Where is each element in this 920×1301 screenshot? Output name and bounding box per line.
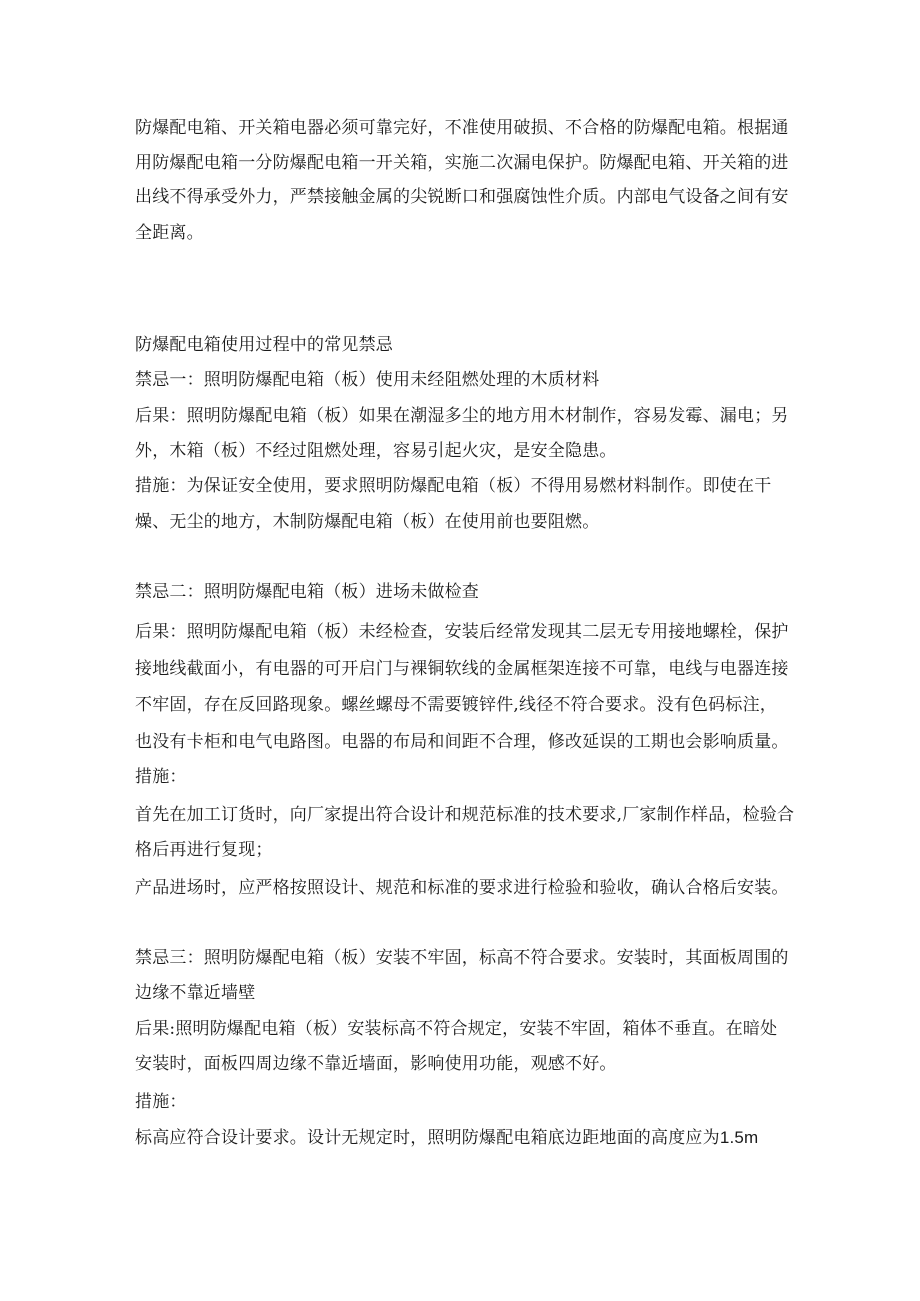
taboo-3-consequence-line-1: 后果:照明防爆配电箱（板）安装标高不符合规定，安装不牢固，箱体不垂直。在暗处 xyxy=(135,1019,778,1039)
taboo-3-measure-value: 1.5m xyxy=(719,1128,759,1147)
taboo-2-consequence-line-2: 接地线截面小，有电器的可开启门与裸铜软线的金属框架连接不可靠，电线与电器连接 xyxy=(135,659,789,679)
taboo-2-consequence-line-1: 后果：照明防爆配电箱（板）未经检查，安装后经常发现其二层无专用接地螺栓，保护 xyxy=(135,622,789,642)
taboo-2-consequence-line-3: 不牢固，存在反回路现象。螺丝螺母不需要镀锌件,线径不符合要求。没有色码标注， xyxy=(135,695,778,715)
taboo-2-consequence-line-4: 也没有卡柜和电气电路图。电器的布局和间距不合理，修改延误的工期也会影响质量。 xyxy=(135,732,789,752)
taboo-1-measure-line-1: 措施：为保证安全使用，要求照明防爆配电箱（板）不得用易燃材料制作。即使在干 xyxy=(135,476,772,496)
taboo-2-measure-line-2: 格后再进行复现； xyxy=(135,840,273,860)
intro-line-1: 防爆配电箱、开关箱电器必须可靠完好，不准使用破损、不合格的防爆配电箱。根据通 xyxy=(135,118,789,138)
taboo-3-measure-line xyxy=(135,1128,758,1148)
taboo-3-measure-label: 措施： xyxy=(135,1092,187,1112)
intro-line-2: 用防爆配电箱一分防爆配电箱一开关箱，实施二次漏电保护。防爆配电箱、开关箱的进 xyxy=(135,153,789,173)
intro-line-4: 全距离。 xyxy=(135,223,204,243)
taboo-3-consequence-line-2: 安装时，面板四周边缘不靠近墙面，影响使用功能，观感不好。 xyxy=(135,1054,617,1074)
taboo-1-title: 禁忌一：照明防爆配电箱（板）使用未经阻燃处理的木质材料 xyxy=(135,370,600,390)
taboo-3-title-line-1: 禁忌三：照明防爆配电箱（板）安装不牢固，标高不符合要求。安装时，其面板周围的 xyxy=(135,948,789,968)
intro-line-3: 出线不得承受外力，严禁接触金属的尖锐断口和强腐蚀性介质。内部电气设备之间有安 xyxy=(135,187,789,207)
section-heading: 防爆配电箱使用过程中的常见禁忌 xyxy=(135,335,393,355)
taboo-1-consequence-line-2: 外，木箱（板）不经过阻燃处理，容易引起火灾，是安全隐患。 xyxy=(135,441,617,461)
taboo-3-title-line-2: 边缘不靠近墙壁 xyxy=(135,983,256,1003)
taboo-2-measure-label: 措施： xyxy=(135,767,187,787)
taboo-1-measure-line-2: 燥、无尘的地方，木制防爆配电箱（板）在使用前也要阻燃。 xyxy=(135,512,600,532)
taboo-3-measure-text: 标高应符合设计要求。设计无规定时，照明防爆配电箱底边距地面的高度应为 xyxy=(135,1128,720,1148)
taboo-2-title: 禁忌二：照明防爆配电箱（板）进场未做检查 xyxy=(135,582,479,602)
taboo-2-measure-line-3: 产品进场时，应严格按照设计、规范和标准的要求进行检验和验收，确认合格后安装。 xyxy=(135,878,789,898)
taboo-1-consequence-line-1: 后果：照明防爆配电箱（板）如果在潮湿多尘的地方用木材制作，容易发霉、漏电；另 xyxy=(135,406,789,426)
taboo-2-measure-line-1: 首先在加工订货时，向厂家提出符合设计和规范标准的技术要求,厂家制作样品，检验合 xyxy=(135,805,795,825)
